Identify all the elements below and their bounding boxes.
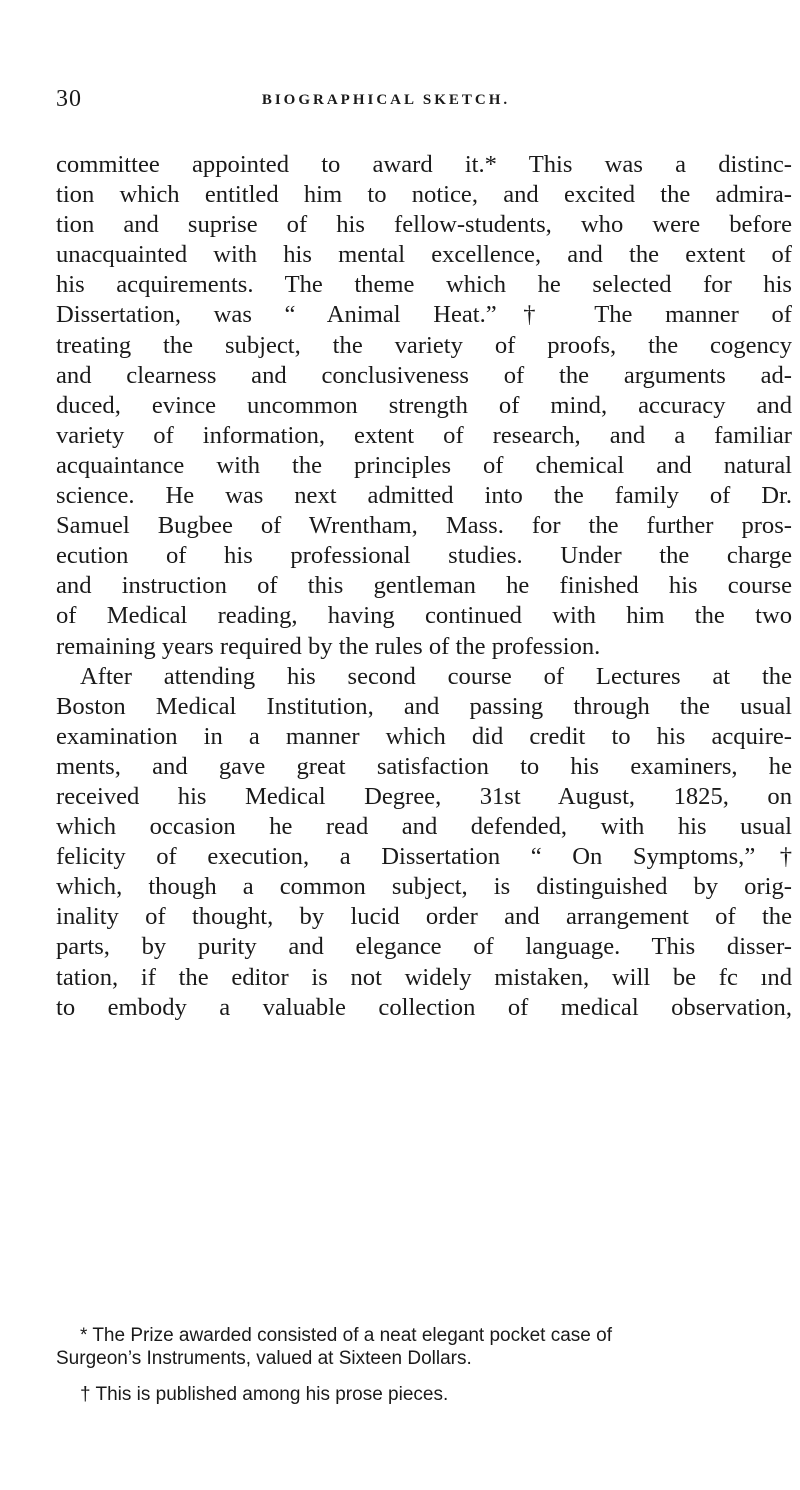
footnote-prize-line-1: * The Prize awarded consisted of a neat elegant pocket case of — [80, 1325, 612, 1346]
text-line: acquaintance with the principles of chemical and natural — [56, 451, 792, 479]
text-line: unacquainted with his mental excellence, and the extent of — [56, 241, 792, 269]
text-line: Dissertation, was “ Animal Heat.”† The manner of — [56, 301, 792, 329]
page-number: 30 — [56, 86, 82, 112]
text-line: science. He was next admitted into the family of Dr. — [56, 482, 792, 510]
text-line: examination in a manner which did credit to his acquire- — [56, 722, 792, 750]
running-head — [56, 86, 746, 116]
text-line: duced, evince uncommon strength of mind, accuracy and — [56, 391, 792, 419]
text-line: tion which entitled him to notice, and excited the admira- — [56, 181, 792, 209]
text-line: and clearness and conclusiveness of the arguments ad- — [56, 361, 792, 389]
text-line: of Medical reading, having continued with him the two — [56, 602, 792, 630]
text-line: committee appointed to award it.* This was a distinc- — [56, 151, 792, 178]
text-line: tation, if the editor is not widely mistaken, will be fc ınd — [56, 963, 792, 991]
text-line: tion and suprise of his fellow-students, who were before — [56, 211, 792, 239]
text-line: which occasion he read and defended, with his usual — [56, 813, 792, 841]
text-line: remaining years required by the rules of the profession. — [56, 632, 601, 660]
footnote-gap — [56, 1370, 792, 1384]
text-line: After attending his second course of Lectures at the — [80, 662, 792, 690]
text-line: and instruction of this gentleman he finished his course — [56, 572, 792, 600]
text-line: parts, by purity and elegance of language. This disser- — [56, 933, 792, 961]
text-line: ecution of his professional studies. Under the charge — [56, 542, 792, 570]
text-line: ments, and gave great satisfaction to his examiners, he — [56, 752, 792, 780]
footnote-published: † This is published among his prose pieces. — [80, 1384, 449, 1405]
text-line: which, though a common subject, is distinguished by orig- — [56, 873, 792, 901]
body-text — [56, 150, 792, 1023]
footnotes — [56, 1325, 792, 1407]
text-line: received his Medical Degree, 31st August, 1825, on — [56, 782, 792, 810]
running-title: BIOGRAPHICAL SKETCH. — [261, 92, 511, 108]
text-line: variety of information, extent of research, and a familiar — [56, 421, 792, 449]
text-line: his acquirements. The theme which he selected for his — [56, 271, 792, 299]
text-line: treating the subject, the variety of proofs, the cogency — [56, 331, 792, 359]
text-line: felicity of execution, a Dissertation “ On Symptoms,”† — [56, 843, 792, 871]
text-line: Samuel Bugbee of Wrentham, Mass. for the further pros- — [56, 512, 792, 540]
footnote-prize-line-2: Surgeon’s Instruments, valued at Sixteen Dollars. — [56, 1347, 472, 1369]
text-line: to embody a valuable collection of medical observation, — [56, 993, 792, 1021]
text-line: inality of thought, by lucid order and arrangement of the — [56, 903, 792, 931]
text-line: Boston Medical Institution, and passing through the usual — [56, 692, 792, 720]
